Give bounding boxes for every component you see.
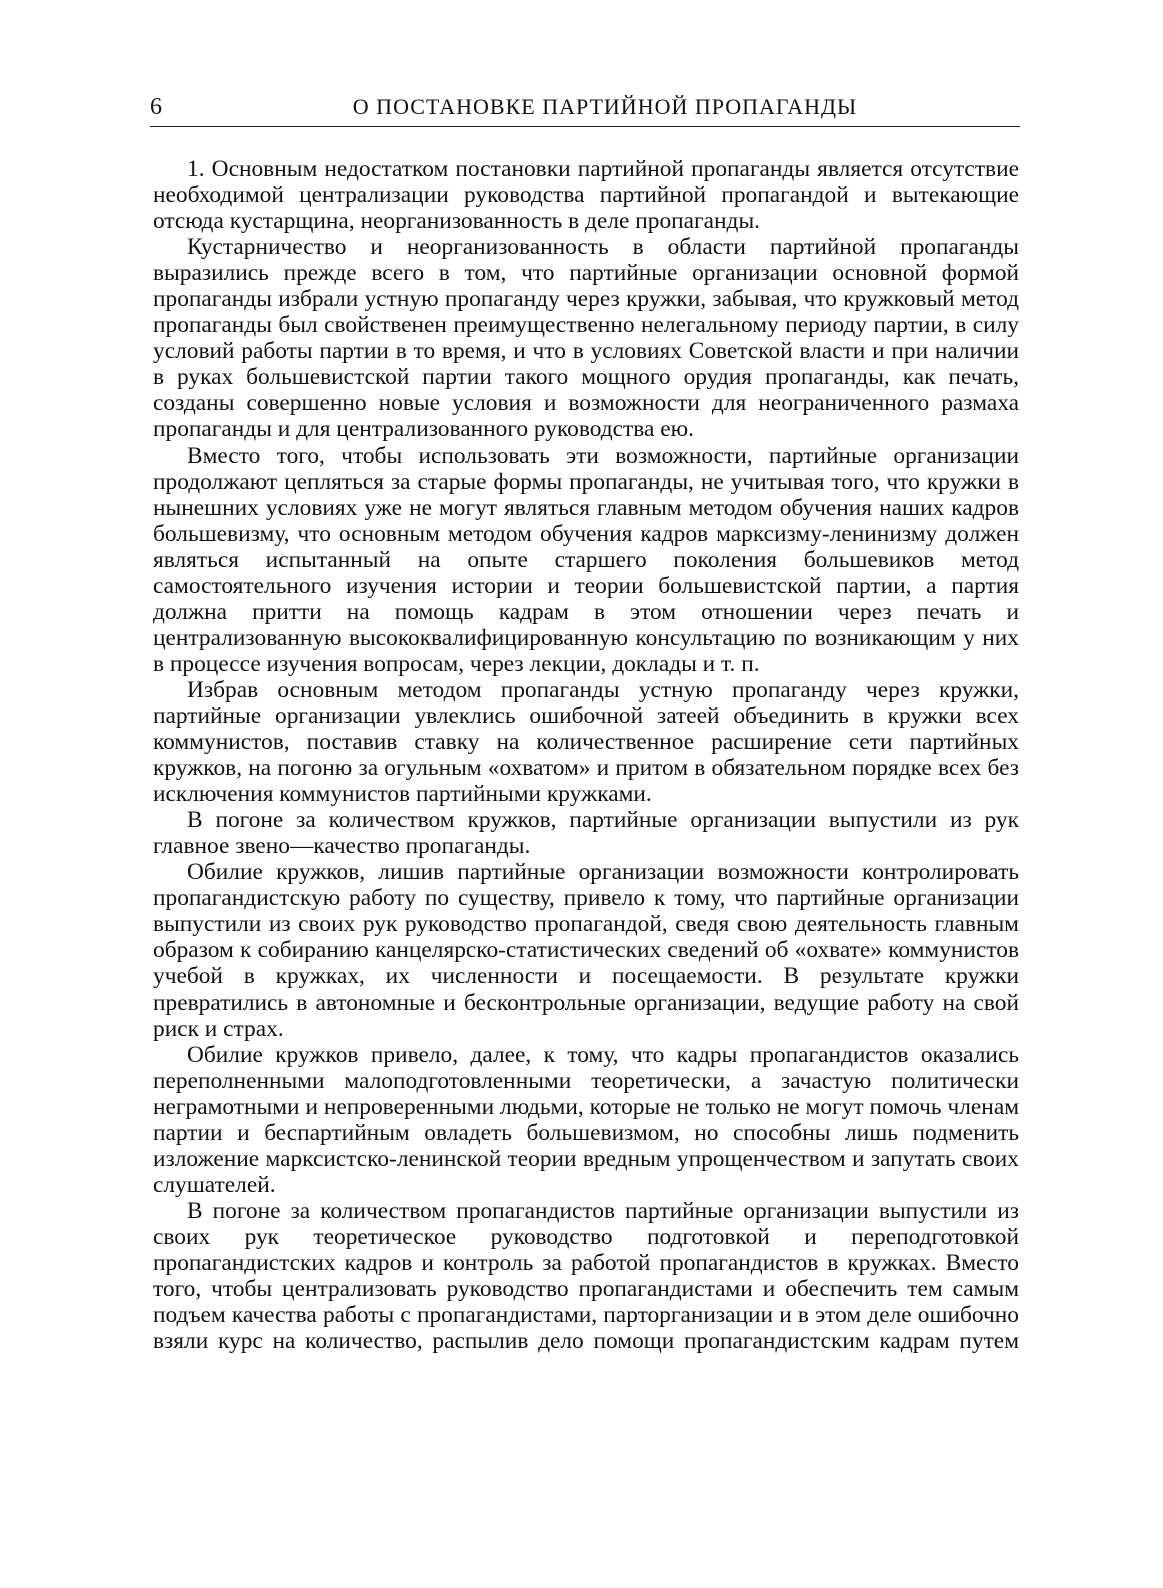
paragraph: 1. Основным недостатком постановки партийной пропаганды является отсутствие необходимой централизации руководства партийной пропагандой и вытекающие отсюда кустарщина, неорганизованность в деле пропаганды. xyxy=(153,156,1019,235)
paragraph: Обилие кружков, лишив партийные организации возможности контролировать пропагандистскую работу по существу, привело к тому, что партийные организации выпустили из своих рук руководство пропагандой, сведя свою деятельность главным образом к собиранию канцелярско-статистических сведений об «охвате» коммунистов учебой в кружках, их численности и посещаемости. В результате кружки превратились в автономные и бесконтрольные организации, ведущие работу на свой риск и страх. xyxy=(153,859,1019,1042)
paragraph: Обилие кружков привело, далее, к тому, что кадры пропагандистов оказались переполненными малоподготовленными теоретически, а зачастую политически неграмотными и непроверенными людьми, которые не только не могут помочь членам партии и беспартийным овладеть большевизмом, но способны лишь подменить изложение марксистско-ленинской теории вредным упрощенчеством и запутать своих слушателей. xyxy=(153,1041,1019,1198)
page-number: 6 xyxy=(150,94,162,120)
paragraph: Кустарничество и неорганизованность в области партийной пропаганды выразились прежде всего в том, что партийные организации основной формой пропаганды избрали устную пропаганду через кружки, забывая, что кружковый метод пропаганды был свойственен преимущественно нелегальному периоду партии, в силу условий работы партии в то время, и что в условиях Советской власти и при наличии в руках большевистской партии такого мощного орудия пропаганды, как печать, созданы совершенно новые условия и возможности для неограниченного размаха пропаганды и для централизованного руководства ею. xyxy=(153,234,1019,443)
running-head xyxy=(150,92,1020,127)
running-title: О ПОСТАНОВКЕ ПАРТИЙНОЙ ПРОПАГАНДЫ xyxy=(352,94,858,119)
paragraph: В погоне за количеством пропагандистов партийные организации выпустили из своих рук теоретическое руководство подготовкой и переподготовкой пропагандистских кадров и контроль за работой пропагандистов в кружках. Вместо того, чтобы централизовать руководство пропагандистами и обеспечить тем самым подъем качества работы с пропагандистами, парторганизации и в этом деле ошибочно взяли курс на количество, распылив дело помощи пропагандистским кадрам путем xyxy=(153,1197,1019,1355)
paragraph: Избрав основным методом пропаганды устную пропаганду через кружки, партийные организации увлеклись ошибочной затеей объединить в кружки всех коммунистов, поставив ставку на количественное расширение сети партийных кружков, на погоню за огульным «охватом» и притом в обязательном порядке всех без исключения коммунистов партийными кружками. xyxy=(153,676,1019,808)
paragraph: В погоне за количеством кружков, партийные организации выпустили из рук главное звено—качество пропаганды. xyxy=(153,807,1019,860)
paragraph: Вместо того, чтобы использовать эти возможности, партийные организации продолжают цепляться за старые формы пропаганды, не учитывая того, что кружки в нынешних условиях уже не могут являться главным методом обучения наших кадров большевизму, что основным методом обучения кадров марксизму-ленинизму должен являться испытанный на опыте старшего поколения большевиков метод самостоятельного изучения истории и теории большевистской партии, а партия должна притти на помощь кадрам в этом отношении через печать и централизованную высококвалифицированную консультацию по возникающим у них в процессе изучения вопросам, через лекции, доклады и т. п. xyxy=(153,442,1019,677)
body-text xyxy=(153,156,1019,1354)
